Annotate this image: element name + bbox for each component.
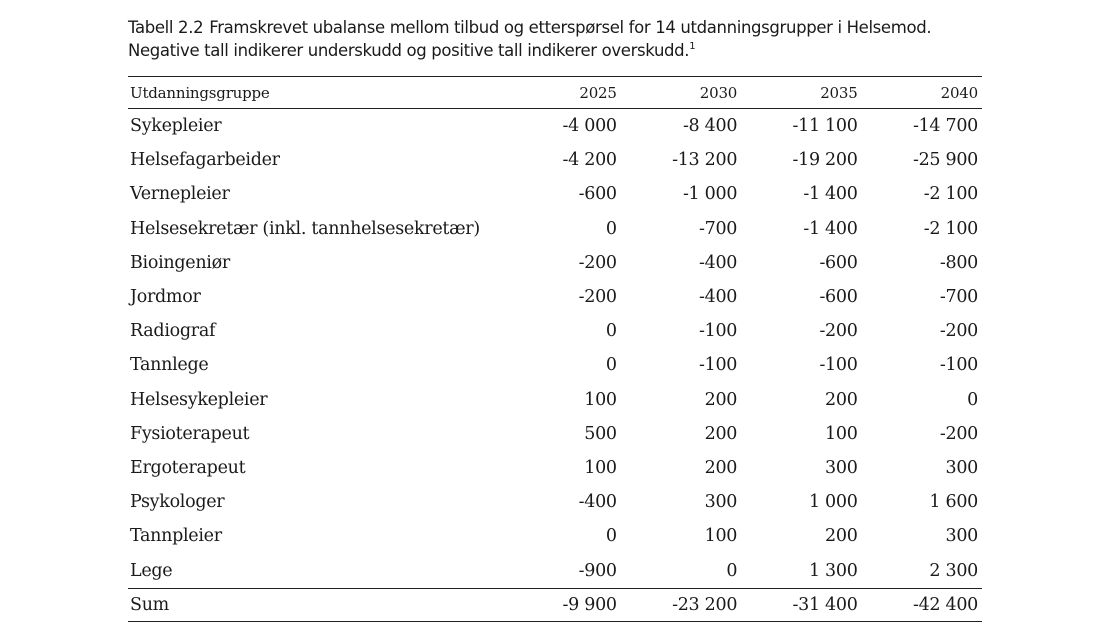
table-caption-label: Tabell 2.2	[128, 18, 204, 37]
cell-value-2035: -600	[819, 252, 858, 273]
cell-value-2040: -2 100	[923, 184, 978, 205]
data-table	[128, 76, 982, 622]
cell-group-name: Lege	[130, 560, 173, 581]
cell-value-2040: 300	[945, 526, 978, 547]
column-header-2025: 2025	[579, 83, 617, 102]
cell-group-name: Helsefagarbeider	[130, 150, 280, 171]
table-row	[128, 485, 982, 519]
cell-group-name: Tannpleier	[130, 526, 222, 547]
table-row	[128, 451, 982, 485]
cell-value-2035: -11 100	[792, 116, 858, 137]
cell-value-2035: 100	[825, 423, 858, 444]
table-row	[128, 246, 982, 280]
column-header-2035: 2035	[820, 83, 858, 102]
cell-value-2025: 500	[584, 423, 617, 444]
cell-group-name: Vernepleier	[130, 184, 230, 205]
sum-2035: -31 400	[792, 594, 858, 615]
cell-value-2035: -100	[819, 355, 858, 376]
cell-value-2030: -400	[699, 287, 738, 308]
sum-2025: -9 900	[562, 594, 617, 615]
cell-group-name: Sykepleier	[130, 116, 222, 137]
cell-value-2025: -200	[578, 252, 617, 273]
table-row	[128, 212, 982, 246]
cell-value-2030: 300	[704, 492, 738, 513]
table-caption	[128, 16, 982, 62]
table-row	[128, 109, 982, 144]
cell-value-2030: 200	[704, 457, 738, 478]
cell-value-2035: -1 400	[803, 184, 858, 205]
cell-value-2035: 200	[825, 526, 858, 547]
sum-2030: -23 200	[672, 594, 738, 615]
sum-label: Sum	[130, 594, 169, 615]
cell-value-2030: -100	[699, 355, 738, 376]
cell-value-2025: -4 000	[562, 116, 617, 137]
sum-row	[128, 588, 982, 621]
cell-value-2035: 300	[825, 457, 858, 478]
cell-value-2040: 300	[945, 457, 978, 478]
sum-2040: -42 400	[912, 594, 978, 615]
cell-value-2025: 100	[584, 457, 617, 478]
cell-value-2040: 0	[967, 389, 978, 410]
cell-group-name: Tannlege	[130, 355, 209, 376]
cell-value-2030: -8 400	[682, 116, 738, 137]
cell-value-2035: -1 400	[803, 218, 858, 239]
cell-value-2040: -100	[939, 355, 978, 376]
cell-value-2035: -600	[819, 287, 858, 308]
cell-value-2025: -900	[578, 560, 617, 581]
table-body	[128, 109, 982, 589]
cell-value-2030: 200	[704, 389, 738, 410]
table-row	[128, 143, 982, 177]
table-row	[128, 348, 982, 382]
table-row	[128, 280, 982, 314]
table-row	[128, 553, 982, 588]
cell-value-2040: 2 300	[929, 560, 978, 581]
table-caption-text: Framskrevet ubalanse mellom tilbud og etterspørsel for 14 utdanningsgrupper i Helsemod. Negative tall indikerer underskudd og positive tall indikerer overskudd.	[128, 18, 932, 60]
cell-group-name: Helsesekretær (inkl. tannhelsesekretær)	[130, 218, 480, 239]
cell-value-2040: -200	[939, 423, 978, 444]
cell-value-2035: -200	[819, 321, 858, 342]
cell-value-2035: -19 200	[792, 150, 858, 171]
cell-value-2030: -1 000	[682, 184, 738, 205]
cell-value-2025: 0	[605, 321, 617, 342]
cell-value-2035: 1 000	[808, 492, 858, 513]
cell-value-2040: 1 600	[929, 492, 978, 513]
cell-value-2030: 0	[726, 560, 738, 581]
cell-value-2025: -600	[578, 184, 617, 205]
table-row	[128, 177, 982, 211]
cell-value-2030: -700	[699, 218, 738, 239]
table-row	[128, 519, 982, 553]
header-row	[128, 77, 982, 109]
cell-group-name: Bioingeniør	[130, 252, 230, 273]
cell-group-name: Psykologer	[130, 492, 225, 513]
cell-value-2040: -200	[939, 321, 978, 342]
cell-value-2030: 200	[704, 423, 738, 444]
footnote-marker: 1	[689, 41, 696, 52]
cell-value-2025: 0	[605, 526, 617, 547]
cell-value-2030: -400	[699, 252, 738, 273]
cell-value-2040: -700	[939, 287, 978, 308]
cell-value-2025: 0	[605, 355, 617, 376]
cell-group-name: Ergoterapeut	[130, 457, 246, 478]
cell-value-2030: -13 200	[672, 150, 738, 171]
cell-value-2040: -2 100	[923, 218, 978, 239]
cell-group-name: Helsesykepleier	[130, 389, 268, 410]
cell-group-name: Fysioterapeut	[130, 423, 250, 444]
column-header-2030: 2030	[699, 83, 738, 102]
cell-value-2040: -14 700	[912, 116, 978, 137]
cell-value-2025: -4 200	[562, 150, 617, 171]
column-header-2040: 2040	[940, 83, 978, 102]
cell-group-name: Jordmor	[130, 287, 201, 308]
cell-value-2025: -400	[578, 492, 617, 513]
cell-value-2025: 100	[584, 389, 617, 410]
cell-value-2040: -25 900	[912, 150, 978, 171]
cell-value-2035: 200	[825, 389, 858, 410]
cell-value-2030: 100	[704, 526, 738, 547]
cell-value-2030: -100	[699, 321, 738, 342]
column-header-group: Utdanningsgruppe	[130, 83, 270, 102]
cell-value-2025: -200	[578, 287, 617, 308]
cell-value-2040: -800	[939, 252, 978, 273]
table-row	[128, 314, 982, 348]
table-row	[128, 417, 982, 451]
document-page	[128, 16, 982, 622]
cell-value-2025: 0	[605, 218, 617, 239]
cell-value-2035: 1 300	[808, 560, 858, 581]
cell-group-name: Radiograf	[130, 321, 216, 342]
table-row	[128, 383, 982, 417]
